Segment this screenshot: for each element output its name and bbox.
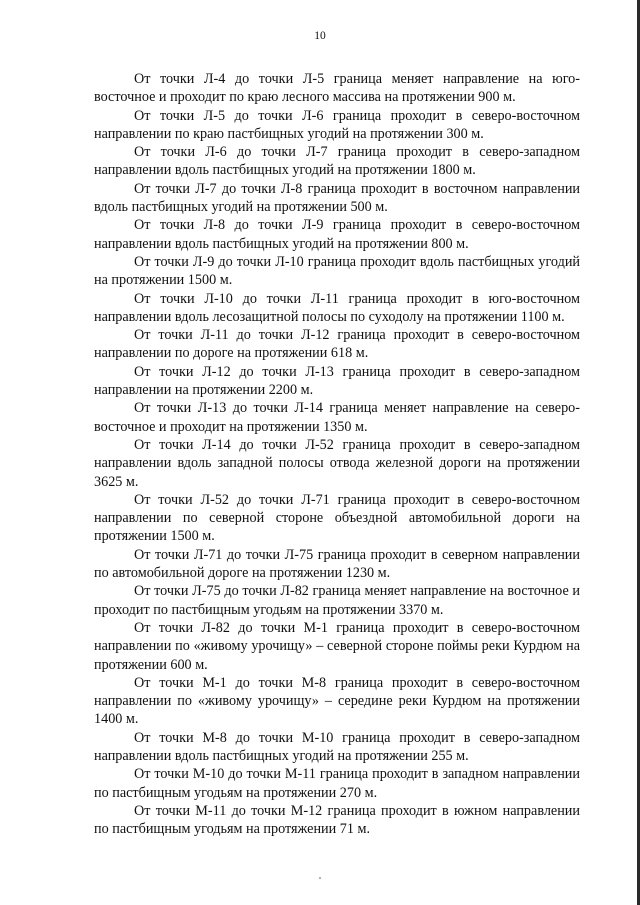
paragraph: От точки Л-14 до точки Л-52 граница проходит в северо-западном направлении вдоль западной полосы отвода железной дороги на протяжении 3625 м. bbox=[94, 436, 580, 490]
paragraph: От точки Л-9 до точки Л-10 граница проходит вдоль пастбищных угодий на протяжении 1500 м. bbox=[94, 253, 580, 289]
paragraph: От точки Л-82 до точки М-1 граница проходит в северо-восточном направлении по «живому урочищу» – северной стороне поймы реки Курдюм на протяжении 600 м. bbox=[94, 619, 580, 673]
paragraph: От точки М-8 до точки М-10 граница проходит в северо-западном направлении вдоль пастбищных угодий на протяжении 255 м. bbox=[94, 729, 580, 764]
paragraph: От точки М-11 до точки М-12 граница проходит в южном направлении по пастбищным угодьям на протяжении 71 м. bbox=[94, 802, 580, 838]
paragraph: От точки Л-10 до точки Л-11 граница проходит в юго-восточном направлении вдоль лесозащитной полосы по суходолу на протяжении 1100 м. bbox=[94, 290, 580, 325]
paragraph: От точки Л-13 до точки Л-14 граница меняет направление на северо-восточное и проходит на протяжении 1350 м. bbox=[94, 400, 580, 435]
paragraph: От точки Л-52 до точки Л-71 граница проходит в северо-восточном направлении по северной стороне объездной автомобильной дороги на протяжении 1500 м. bbox=[94, 491, 580, 545]
paragraph: От точки Л-6 до точки Л-7 граница проходит в северо-западном направлении вдоль пастбищных угодий на протяжении 1800 м. bbox=[94, 144, 580, 179]
paragraph: От точки Л-5 до точки Л-6 граница проходит в северо-восточном направлении по краю пастбищных угодий на протяжении 300 м. bbox=[94, 107, 580, 142]
paragraph: От точки Л-11 до точки Л-12 граница проходит в северо-восточном направлении по дороге на протяжении 618 м. bbox=[94, 327, 580, 362]
paragraph: От точки М-10 до точки М-11 граница проходит в западном направлении по пастбищным угодьям на протяжении 270 м. bbox=[94, 766, 580, 801]
scan-speck bbox=[319, 877, 321, 879]
paragraph: От точки Л-4 до точки Л-5 граница меняет направление на юго-восточное и проходит по краю лесного массива на протяжении 900 м. bbox=[94, 71, 580, 106]
paragraph: От точки Л-7 до точки Л-8 граница проходит в восточном направлении вдоль пастбищных угодий на протяжении 500 м. bbox=[94, 180, 580, 216]
page-number: 10 bbox=[314, 30, 326, 42]
paragraph: От точки Л-8 до точки Л-9 граница проходит в северо-восточном направлении вдоль пастбищных угодий на протяжении 800 м. bbox=[94, 217, 580, 252]
paragraph: От точки Л-71 до точки Л-75 граница проходит в северном направлении по автомобильной дороге на протяжении 1230 м. bbox=[94, 546, 580, 582]
paragraph: От точки М-1 до точки М-8 граница проходит в северо-восточном направлении по «живому урочищу» – середине реки Курдюм на протяжении 1400 м. bbox=[94, 674, 580, 728]
paragraph: От точки Л-12 до точки Л-13 граница проходит в северо-западном направлении на протяжении 2200 м. bbox=[94, 363, 580, 399]
document-body bbox=[94, 70, 580, 838]
paragraph: От точки Л-75 до точки Л-82 граница меняет направление на восточное и проходит по пастбищным угодьям на протяжении 3370 м. bbox=[94, 583, 580, 618]
